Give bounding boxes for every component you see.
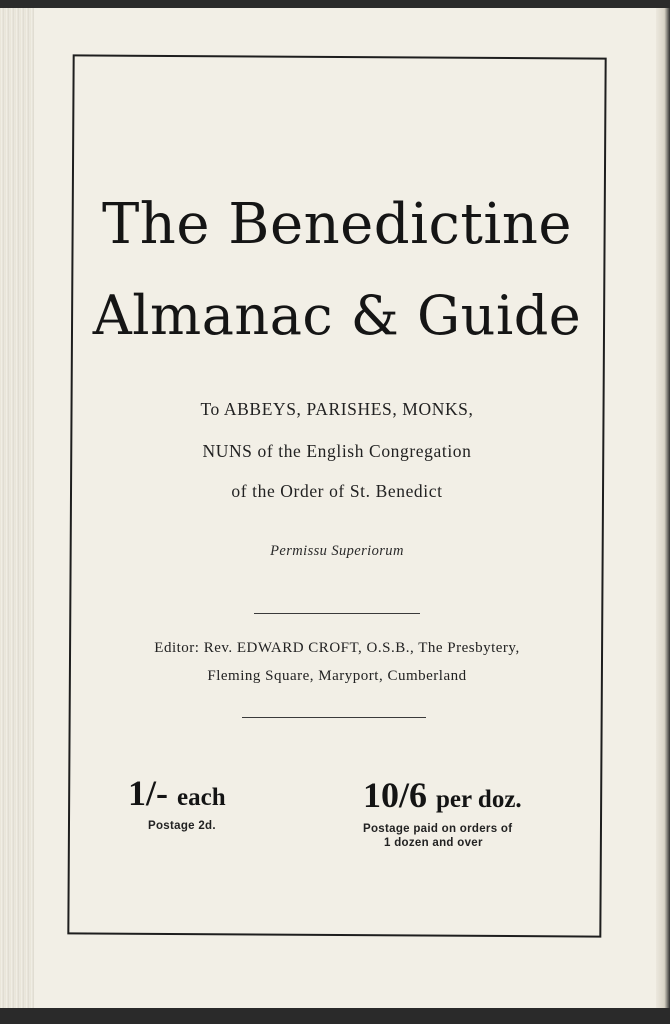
editor-line-1: Editor: Rev. EDWARD CROFT, O.S.B., The Presbytery,	[154, 640, 520, 656]
dozen-price-unit: per doz.	[436, 786, 522, 813]
subtitle-line-3: of the Order of St. Benedict	[231, 481, 443, 501]
dozen-postage-line-2: 1 dozen and over	[384, 837, 483, 849]
book-spine	[656, 8, 670, 1008]
permissu-superiorum: Permissu Superiorum	[270, 543, 404, 559]
subtitle-line-2: NUNS of the English Congregation	[202, 441, 472, 461]
page-edges	[0, 8, 34, 1008]
divider-top	[254, 613, 420, 614]
divider-bottom	[242, 717, 426, 718]
subtitle-line-1: To ABBEYS, PARISHES, MONKS,	[200, 399, 474, 419]
single-price-value: 1/-	[128, 773, 168, 813]
single-price	[128, 772, 226, 814]
dozen-price-value: 10/6	[363, 775, 428, 815]
single-postage: Postage 2d.	[148, 820, 216, 832]
single-price-unit: each	[177, 784, 226, 811]
dozen-postage-line-1: Postage paid on orders of	[363, 823, 513, 835]
dozen-price	[363, 774, 522, 816]
title-line-2: Almanac & Guide	[92, 284, 582, 347]
editor-line-2: Fleming Square, Maryport, Cumberland	[207, 668, 467, 684]
book-bottom-edge	[0, 1008, 670, 1024]
title-line-1: The Benedictine	[101, 192, 573, 257]
